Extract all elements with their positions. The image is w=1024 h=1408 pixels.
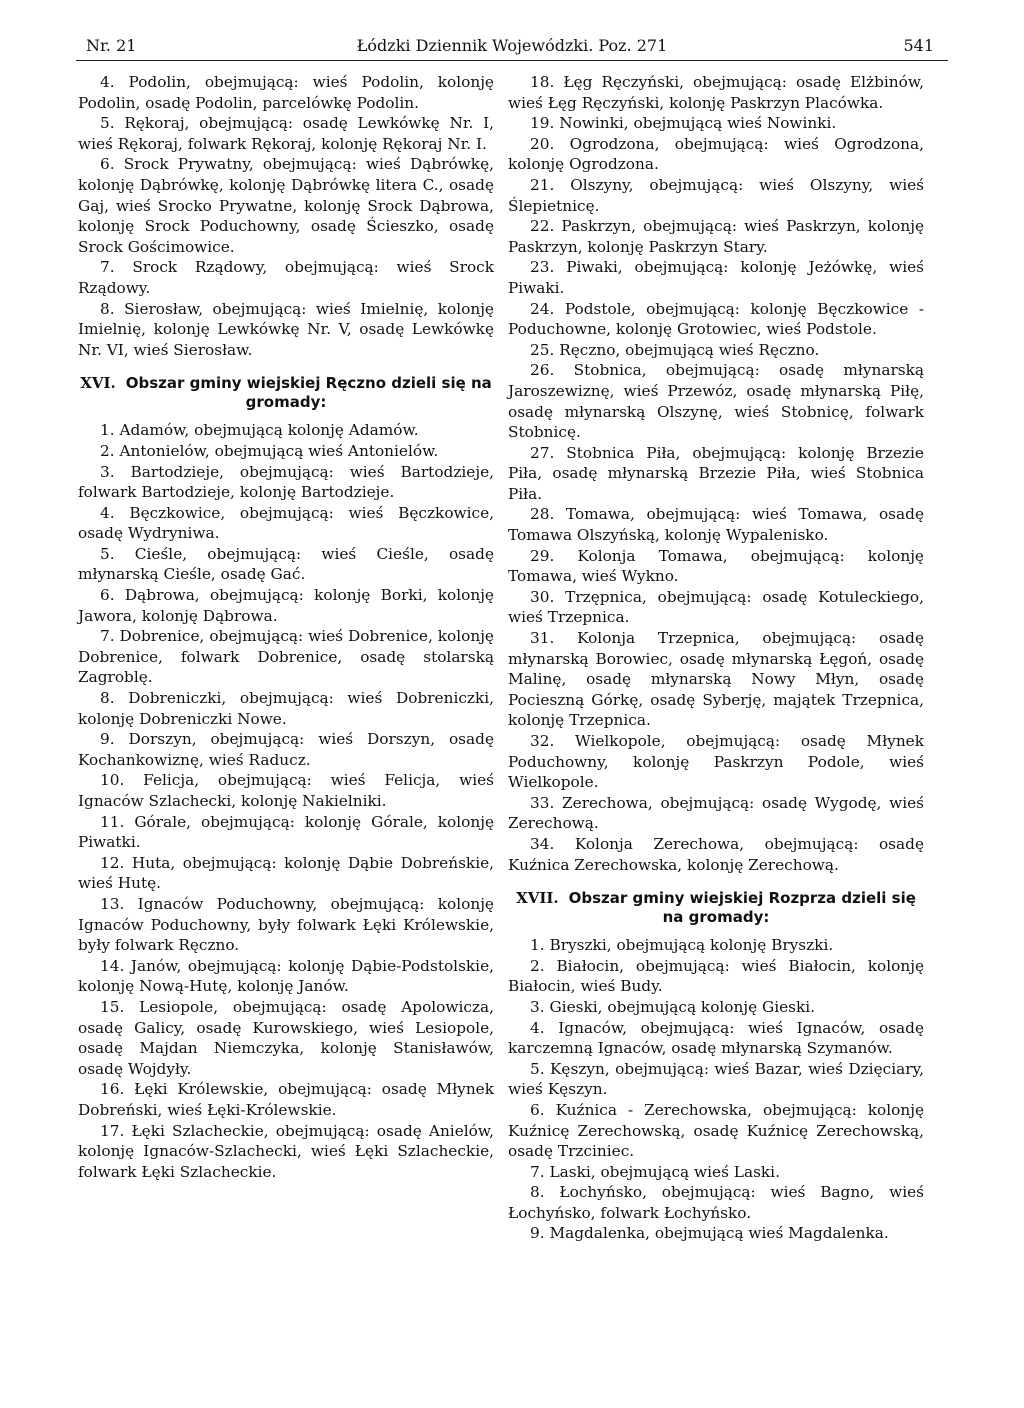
list-item: 18. Łęg Ręczyński, obejmującą: osadę Elżbinów, wieś Łęg Ręczyński, kolonję Paskrzyn Placówka. (508, 73, 924, 112)
list-item: 12. Huta, obejmującą: kolonję Dąbie Dobreńskie, wieś Hutę. (78, 853, 494, 893)
list-item: 7. Dobrenice, obejmującą: wieś Dobrenice, kolonję Dobrenice, folwark Dobrenice, osadę stolarską Zagroblę. (78, 627, 494, 687)
list-item: 30. Trzępnica, obejmującą: osadę Kotuleckiego, wieś Trzepnica. (508, 587, 924, 627)
list-item: 27. Stobnica Piła, obejmującą: kolonję Brzezie Piła, osadę młynarską Brzezie Piła, wieś Stobnica Piła. (508, 443, 924, 503)
list-item: 4. Podolin, obejmującą: wieś Podolin, kolonję Podolin, osadę Podolin, parcelówkę Podolin. (78, 73, 494, 112)
list-item: 16. Łęki Królewskie, obejmującą: osadę Młynek Dobreński, wieś Łęki-Królewskie. (78, 1080, 494, 1119)
section-number: XVI. (80, 374, 116, 393)
list-item: 6. Srock Prywatny, obejmującą: wieś Dąbrówkę, kolonję Dąbrówkę, kolonję Dąbrówkę litera C., osadę Gaj, wieś Srocko Prywatne, kolonję Srock Dąbrowa, kolonję Srock Poduchowny, osadę Ścieszko, osadę Srock Gościmowice. (78, 155, 494, 256)
entries-list (78, 420, 494, 1182)
list-item: 1. Adamów, obejmującą kolonję Adamów. (100, 421, 419, 440)
list-item: 21. Olszyny, obejmującą: wieś Olszyny, wieś Ślepietnicę. (508, 175, 924, 215)
list-item: 11. Górale, obejmującą: kolonję Górale, kolonję Piwatki. (78, 812, 494, 852)
list-item: 29. Kolonja Tomawa, obejmującą: kolonję Tomawa, wieś Wykno. (508, 546, 924, 586)
list-item: 5. Rękoraj, obejmującą: osadę Lewkówkę Nr. I, wieś Rękoraj, folwark Rękoraj, kolonję Rękoraj Nr. I. (78, 114, 494, 153)
section-title-text: Obszar gminy wiejskiej Ręczno dzieli się na gromady: (125, 374, 492, 411)
list-item: 22. Paskrzyn, obejmującą: wieś Paskrzyn, kolonję Paskrzyn, kolonję Paskrzyn Stary. (508, 217, 924, 256)
list-item: 8. Sierosław, obejmującą: wieś Imielnię, kolonję Imielnię, kolonję Lewkówkę Nr. V, osadę Lewkówkę Nr. VI, wieś Sierosław. (78, 299, 494, 359)
section-heading-xvi (78, 374, 494, 411)
list-item: 10. Felicja, obejmującą: wieś Felicja, wieś Ignaców Szlachecki, kolonję Nakielniki. (78, 771, 494, 810)
right-column (508, 72, 924, 1244)
entries-list (78, 72, 494, 360)
section-title-text: Obszar gminy wiejskiej Rozprza dzieli się na gromady: (568, 889, 916, 926)
list-item: 3. Bartodzieje, obejmującą: wieś Bartodzieje, folwark Bartodzieje, kolonję Bartodzieje. (78, 462, 494, 502)
list-item: 24. Podstole, obejmującą: kolonję Bęczkowice - Poduchowne, kolonję Grotowiec, wieś Podstole. (508, 299, 924, 339)
list-item: 15. Lesiopole, obejmującą: osadę Apolowicza, osadę Galicy, osadę Kurowskiego, wieś Lesiopole, osadę Majdan Niemczyka, kolonję Stanisławów, osadę Wojdyły. (78, 997, 494, 1078)
list-item: 4. Bęczkowice, obejmującą: wieś Bęczkowice, osadę Wydryniwa. (78, 503, 494, 543)
list-item: 9. Dorszyn, obejmującą: wieś Dorszyn, osadę Kochankowiznę, wieś Raducz. (78, 730, 494, 769)
list-item: 2. Białocin, obejmującą: wieś Białocin, kolonję Białocin, wieś Budy. (508, 956, 924, 996)
list-item: 5. Cieśle, obejmującą: wieś Cieśle, osadę młynarską Cieśle, osadę Gać. (78, 544, 494, 584)
page-number: 541 (903, 36, 934, 55)
list-item: 8. Dobreniczki, obejmującą: wieś Dobreniczki, kolonję Dobreniczki Nowe. (78, 689, 494, 728)
list-item: 4. Ignaców, obejmującą: wieś Ignaców, osadę karczemną Ignaców, osadę młynarską Szymanów. (508, 1018, 924, 1058)
page-header (76, 32, 948, 61)
list-item: 2. Antonielów, obejmującą wieś Antonielów. (100, 441, 439, 460)
list-item: 28. Tomawa, obejmującą: wieś Tomawa, osadę Tomawa Olszyńską, kolonję Wypalenisko. (508, 505, 924, 545)
list-item: 25. Ręczno, obejmującą wieś Ręczno. (530, 340, 820, 359)
list-item: 6. Dąbrowa, obejmującą: kolonję Borki, kolonję Jawora, kolonję Dąbrowa. (78, 586, 494, 625)
list-item: 17. Łęki Szlacheckie, obejmującą: osadę Anielów, kolonję Ignaców-Szlachecki, wieś Łęki Szlacheckie, folwark Łęki Szlacheckie. (78, 1121, 494, 1181)
section-heading-xvii (508, 889, 924, 926)
entries-list (508, 935, 924, 1244)
list-item: 6. Kuźnica - Zerechowska, obejmującą: kolonję Kuźnicę Zerechowską, osadę Kuźnicę Zerechowską, osadę Trzciniec. (508, 1100, 924, 1161)
list-item: 13. Ignaców Poduchowny, obejmującą: kolonję Ignaców Poduchowny, były folwark Łęki Królewskie, były folwark Ręczno. (78, 894, 494, 955)
list-item: 7. Laski, obejmującą wieś Laski. (530, 1162, 780, 1181)
list-item: 9. Magdalenka, obejmującą wieś Magdalenka. (530, 1224, 889, 1243)
list-item: 3. Gieski, obejmującą kolonję Gieski. (530, 997, 816, 1016)
list-item: 14. Janów, obejmującą: kolonję Dąbie-Podstolskie, kolonję Nową-Hutę, kolonję Janów. (78, 956, 494, 996)
journal-title: Łódzki Dziennik Wojewódzki. Poz. 271 (356, 36, 668, 55)
list-item: 33. Zerechowa, obejmującą: osadę Wygodę, wieś Zerechową. (508, 793, 924, 833)
entries-list (508, 72, 924, 875)
list-item: 20. Ogrodzona, obejmującą: wieś Ogrodzona, kolonję Ogrodzona. (508, 134, 924, 174)
list-item: 7. Srock Rządowy, obejmującą: wieś Srock Rządowy. (78, 258, 494, 297)
left-column (78, 72, 494, 1182)
list-item: 19. Nowinki, obejmującą wieś Nowinki. (530, 114, 837, 133)
list-item: 26. Stobnica, obejmującą: osadę młynarską Jaroszewiznę, wieś Przewóz, osadę młynarską Piłę, osadę młynarską Olszynę, wieś Stobnicę, folwark Stobnicę. (508, 361, 924, 442)
list-item: 34. Kolonja Zerechowa, obejmującą: osadę Kuźnica Zerechowska, kolonję Zerechową. (508, 834, 924, 874)
issue-number: Nr. 21 (86, 36, 137, 55)
list-item: 1. Bryszki, obejmującą kolonję Bryszki. (530, 936, 834, 955)
list-item: 5. Kęszyn, obejmującą: wieś Bazar, wieś Dzięciary, wieś Kęszyn. (508, 1059, 924, 1099)
list-item: 31. Kolonja Trzepnica, obejmującą: osadę młynarską Borowiec, osadę młynarską Łęgoń, osadę Malinę, osadę młynarską Nowy Młyn, osadę Pocieszną Górkę, osadę Syberję, majątek Trzepnica, kolonję Trzepnica. (508, 629, 924, 730)
list-item: 32. Wielkopole, obejmującą: osadę Młynek Poduchowny, kolonję Paskrzyn Podole, wieś Wielkopole. (508, 732, 924, 792)
section-number: XVII. (516, 889, 559, 908)
list-item: 8. Łochyńsko, obejmującą: wieś Bagno, wieś Łochyńsko, folwark Łochyńsko. (508, 1183, 924, 1222)
list-item: 23. Piwaki, obejmującą: kolonję Jeżówkę, wieś Piwaki. (508, 258, 924, 297)
